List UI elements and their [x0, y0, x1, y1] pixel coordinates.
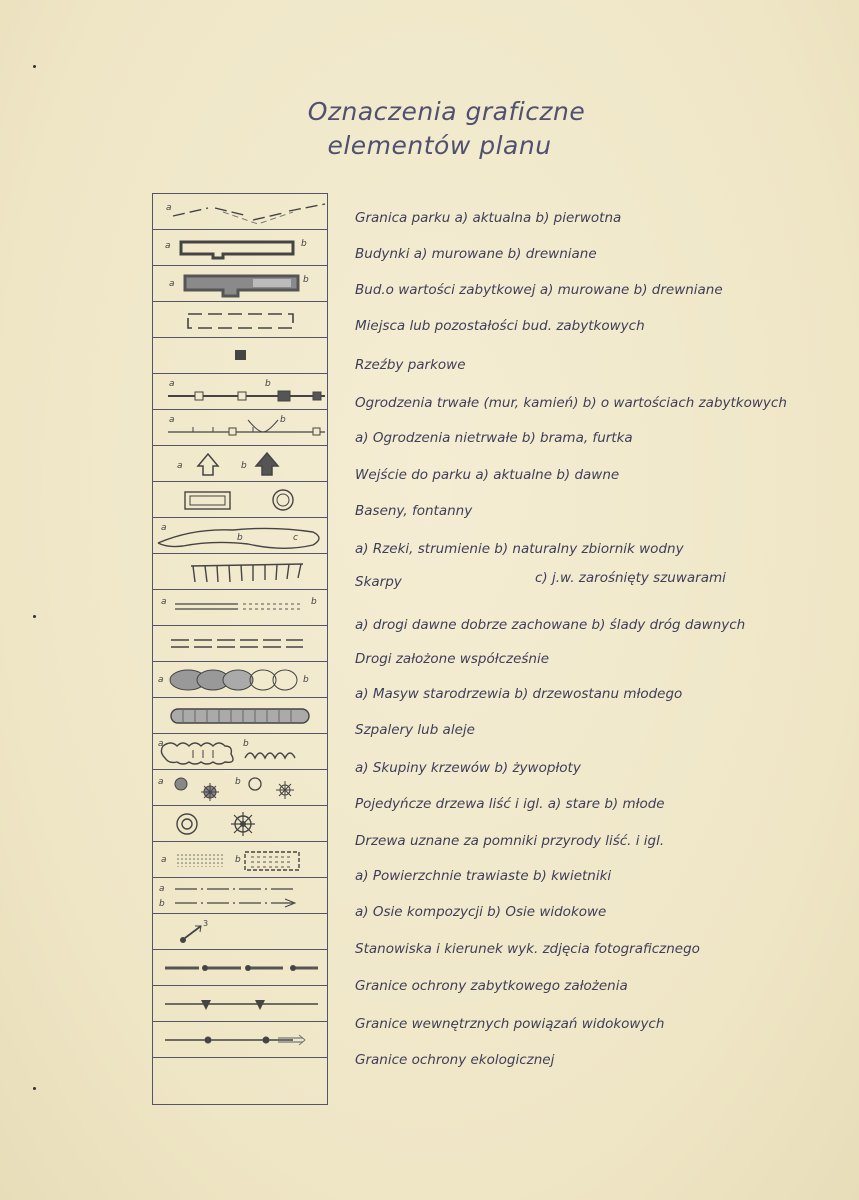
symbol-buildings [153, 230, 327, 266]
svg-text:a: a [169, 379, 175, 389]
punch-hole-mark [33, 615, 36, 618]
svg-text:a: a [159, 884, 165, 894]
legend-text-nature-monuments: Drzewa uznane za pomniki przyrody liść. i igl. [355, 833, 665, 849]
legend-symbol-column [152, 193, 328, 1105]
legend-text-park-entrance: Wejście do parku a) aktualne b) dawne [355, 467, 620, 483]
symbol-composition-axes [153, 878, 327, 914]
legend-text-historic-buildings: Bud.o wartości zabytkowej a) murowane b) drewniane [355, 282, 723, 298]
symbol-rivers-water [153, 518, 327, 554]
legend-text-composition-axes: a) Osie kompozycji b) Osie widokowe [355, 904, 607, 920]
symbol-permanent-fences [153, 374, 327, 410]
svg-text:b: b [235, 855, 241, 865]
symbol-escarpments [153, 554, 327, 590]
legend-text-park-boundary: Granica parku a) aktualna b) pierwotna [355, 210, 622, 226]
legend-text-photo-station: Stanowiska i kierunek wyk. zdjęcia fotograficznego [355, 941, 700, 957]
legend-text-permanent-fences: Ogrodzenia trwałe (mur, kamień) b) o wartościach zabytkowych [355, 395, 787, 411]
legend-text-escarpments: Skarpy [355, 574, 402, 590]
legend-text-shrub-groups: a) Skupiny krzewów b) żywopłoty [355, 760, 581, 776]
legend-text-old-roads: a) drogi dawne dobrze zachowane b) ślady dróg dawnych [355, 617, 746, 633]
document-title-line2: elementów planu [327, 131, 552, 160]
symbol-non-permanent-fences [153, 410, 327, 446]
symbol-single-trees [153, 770, 327, 806]
svg-text:a: a [161, 597, 167, 607]
svg-text:a: a [169, 279, 175, 289]
svg-text:3: 3 [203, 919, 209, 928]
svg-text:a: a [161, 855, 167, 865]
legend-text-tree-rows: Szpalery lub aleje [355, 722, 475, 738]
symbol-ecological-protection [153, 1022, 327, 1058]
svg-text:b: b [303, 675, 309, 685]
punch-hole-mark [33, 65, 36, 68]
svg-text:a: a [158, 675, 164, 685]
legend-text-sculptures: Rzeźby parkowe [355, 357, 466, 373]
svg-text:a: a [169, 415, 175, 425]
svg-text:b: b [301, 239, 307, 249]
svg-text:b: b [241, 461, 247, 471]
svg-text:b: b [280, 415, 286, 425]
svg-text:a: a [165, 241, 171, 251]
symbol-historic-remnants [153, 302, 327, 338]
symbol-historic-buildings [153, 266, 327, 302]
legend-text-pools: Baseny, fontanny [355, 503, 473, 519]
legend-text-buildings: Budynki a) murowane b) drewniane [355, 246, 597, 262]
svg-text:b: b [265, 379, 271, 389]
svg-text:b: b [243, 739, 249, 749]
legend-text-overgrown-water: c) j.w. zarośnięty szuwarami [535, 570, 726, 586]
svg-text:a: a [166, 203, 172, 213]
legend-text-grass-flowerbeds: a) Powierzchnie trawiaste b) kwietniki [355, 868, 612, 884]
symbol-sculptures [153, 338, 327, 374]
legend-text-rivers: a) Rzeki, strumienie b) naturalny zbiornik wodny [355, 541, 684, 557]
svg-text:a: a [158, 777, 164, 787]
symbol-old-roads [153, 590, 327, 626]
legend-text-non-permanent-fences: a) Ogrodzenia nietrwałe b) brama, furtka [355, 430, 633, 446]
legend-text-ecological-protection: Granice ochrony ekologicznej [355, 1052, 555, 1068]
legend-text-protection-boundary: Granice ochrony zabytkowego założenia [355, 978, 628, 994]
svg-text:b: b [237, 533, 243, 543]
svg-text:c: c [293, 533, 298, 543]
legend-text-tree-stands: a) Masyw starodrzewia b) drzewostanu młodego [355, 686, 683, 702]
svg-text:b: b [303, 275, 309, 285]
symbol-tree-stands [153, 662, 327, 698]
svg-text:b: b [159, 899, 165, 909]
symbol-nature-monuments [153, 806, 327, 842]
document-title-line1: Oznaczenia graficzne [307, 97, 586, 126]
symbol-pools-fountains [153, 482, 327, 518]
svg-text:a: a [158, 739, 164, 749]
symbol-empty-row [153, 1058, 327, 1094]
legend-text-single-trees: Pojedyńcze drzewa liść i igl. a) stare b) młode [355, 796, 665, 812]
symbol-tree-rows-alleys [153, 698, 327, 734]
punch-hole-mark [33, 1087, 36, 1090]
symbol-modern-roads [153, 626, 327, 662]
svg-text:b: b [311, 597, 317, 607]
symbol-visual-links-boundary [153, 986, 327, 1022]
symbol-park-boundary [153, 194, 327, 230]
svg-text:b: b [235, 777, 241, 787]
svg-text:a: a [161, 523, 167, 533]
legend-text-historic-remnants: Miejsca lub pozostałości bud. zabytkowych [355, 318, 645, 334]
symbol-grass-flowerbeds [153, 842, 327, 878]
legend-text-modern-roads: Drogi założone współcześnie [355, 651, 550, 667]
svg-text:a: a [177, 461, 183, 471]
symbol-shrub-groups [153, 734, 327, 770]
legend-text-visual-links: Granice wewnętrznych powiązań widokowych [355, 1016, 665, 1032]
symbol-photo-station [153, 914, 327, 950]
symbol-park-entrance [153, 446, 327, 482]
symbol-protection-boundary [153, 950, 327, 986]
